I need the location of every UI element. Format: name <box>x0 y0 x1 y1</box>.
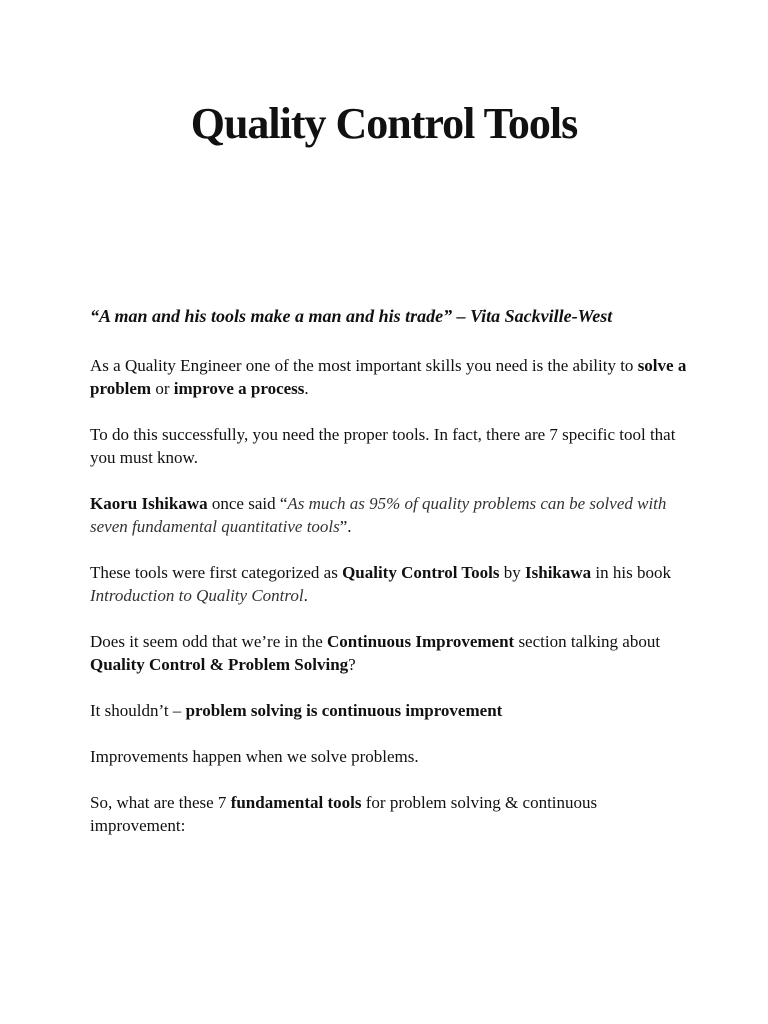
p8-bold-fundamental: fundamental tools <box>230 793 362 812</box>
p4-text-d: in his book <box>591 563 671 582</box>
paragraph-5 <box>90 630 690 676</box>
p1-text-d: . <box>304 379 309 398</box>
p5-text-a: Does it seem odd that we’re in the <box>90 632 327 651</box>
paragraph-2: To do this successfully, you need the proper tools. In fact, there are 7 specific tool that you must know. <box>90 425 676 467</box>
p1-text-a: As a Quality Engineer one of the most important skills you need is the ability to <box>90 356 638 375</box>
p3-bold-ishikawa: Kaoru Ishikawa <box>90 494 208 513</box>
page-title: Quality Control Tools <box>190 99 578 148</box>
paragraph-3 <box>90 492 690 538</box>
p5-text-c: section talking about <box>514 632 661 651</box>
p8-text-c: for problem solving & continuous improvement: <box>90 793 598 835</box>
p5-bold-ci: Continuous Improvement <box>327 632 515 651</box>
p1-bold-solve: solve a problem <box>90 356 687 398</box>
p3-text-b: ”. <box>339 517 352 536</box>
paragraph-7: Improvements happen when we solve problems. <box>90 747 419 766</box>
p4-text-a: These tools were first categorized as <box>90 563 343 582</box>
p1-text-c: or <box>151 379 174 398</box>
p4-bold-qc-tools: Quality Control Tools <box>342 563 500 582</box>
p5-bold-qc-ps: Quality Control & Problem Solving <box>90 655 349 674</box>
p3-italic-quote: As much as 95% of quality problems can be solved with seven fundamental quantitative tools <box>90 494 667 536</box>
paragraph-4 <box>90 561 690 607</box>
document-body <box>90 305 690 860</box>
paragraph-1 <box>90 354 690 400</box>
p3-text-a: once said “ <box>207 494 288 513</box>
p8-text-a: So, what are these 7 <box>90 793 231 812</box>
epigraph-quote: “A man and his tools make a man and his trade” – Vita Sackville-West <box>90 306 613 326</box>
p1-bold-improve: improve a process <box>173 379 305 398</box>
paragraph-6 <box>90 699 690 722</box>
p4-text-c: by <box>499 563 526 582</box>
p4-text-e: . <box>303 586 308 605</box>
p6-bold-ps-ci: problem solving is continuous improvement <box>185 701 503 720</box>
p4-italic-book: Introduction to Quality Control <box>90 586 304 605</box>
p6-text-a: It shouldn’t – <box>90 701 186 720</box>
paragraph-8 <box>90 791 690 837</box>
p4-bold-ishikawa: Ishikawa <box>525 563 592 582</box>
p5-text-d: ? <box>348 655 356 674</box>
